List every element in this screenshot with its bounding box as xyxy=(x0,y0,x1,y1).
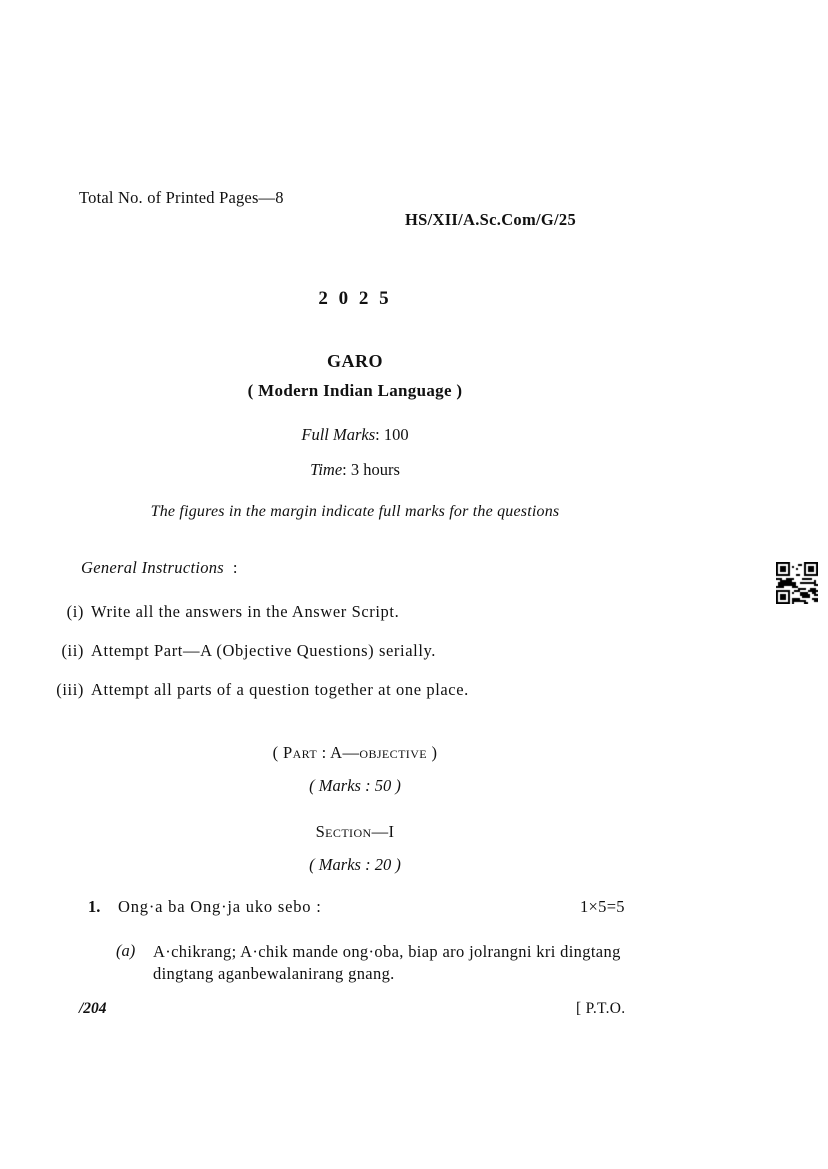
instruction-item-2 xyxy=(50,641,436,661)
general-instructions-label: General Instructions xyxy=(81,558,225,577)
section-heading: Section—I xyxy=(315,822,395,841)
section-marks-text: ( Marks : 20 ) xyxy=(309,855,401,874)
general-instructions-title xyxy=(81,558,238,578)
instruction-number: (iii) xyxy=(56,680,84,699)
time-allowed xyxy=(0,460,710,480)
instruction-number: (ii) xyxy=(61,641,84,660)
question-number: 1. xyxy=(88,897,101,916)
subject-title: GARO xyxy=(327,351,383,371)
instruction-item-3 xyxy=(50,680,469,700)
full-marks-value: : 100 xyxy=(375,425,409,444)
margin-figures-note: The figures in the margin indicate full marks for the questions xyxy=(150,503,560,520)
footer-pto: [ P.T.O. xyxy=(576,1000,626,1017)
instruction-text: Attempt Part—A (Objective Questions) serially. xyxy=(91,641,437,660)
instruction-text: Write all the answers in the Answer Script. xyxy=(91,602,400,621)
part-marks-text: ( Marks : 50 ) xyxy=(309,776,401,795)
section-marks xyxy=(0,855,710,875)
paper-code: HS/XII/A.Sc.Com/G/25 xyxy=(405,210,577,229)
question-text: Ong·a ba Ong·ja uko sebo : xyxy=(118,897,322,916)
printed-pages-count: Total No. of Printed Pages—8 xyxy=(79,188,284,207)
subquestion-text: A·chikrang; A·chik mande ong·oba, biap aro jolrangni kri dingtang dingtang aganbewalanirang gnang. xyxy=(153,942,621,983)
part-heading: ( Part : A—objective ) xyxy=(272,743,438,762)
instruction-text: Attempt all parts of a question together at one place. xyxy=(91,680,469,699)
footer-page-code: /204 xyxy=(79,1000,107,1017)
general-instructions-colon: : xyxy=(232,558,238,577)
instruction-number: (i) xyxy=(66,602,84,621)
time-label: Time xyxy=(310,460,343,479)
subject-subtitle: ( Modern Indian Language ) xyxy=(247,381,463,400)
instruction-item-1 xyxy=(50,602,399,622)
full-marks xyxy=(0,425,710,445)
full-marks-label: Full Marks xyxy=(301,425,376,444)
time-value: : 3 hours xyxy=(342,460,400,479)
qr-code-icon xyxy=(776,562,818,604)
part-marks xyxy=(0,776,710,796)
question-marks: 1×5=5 xyxy=(580,897,625,916)
exam-year: 2 0 2 5 xyxy=(318,288,392,309)
subquestion-label: (a) xyxy=(116,941,136,960)
